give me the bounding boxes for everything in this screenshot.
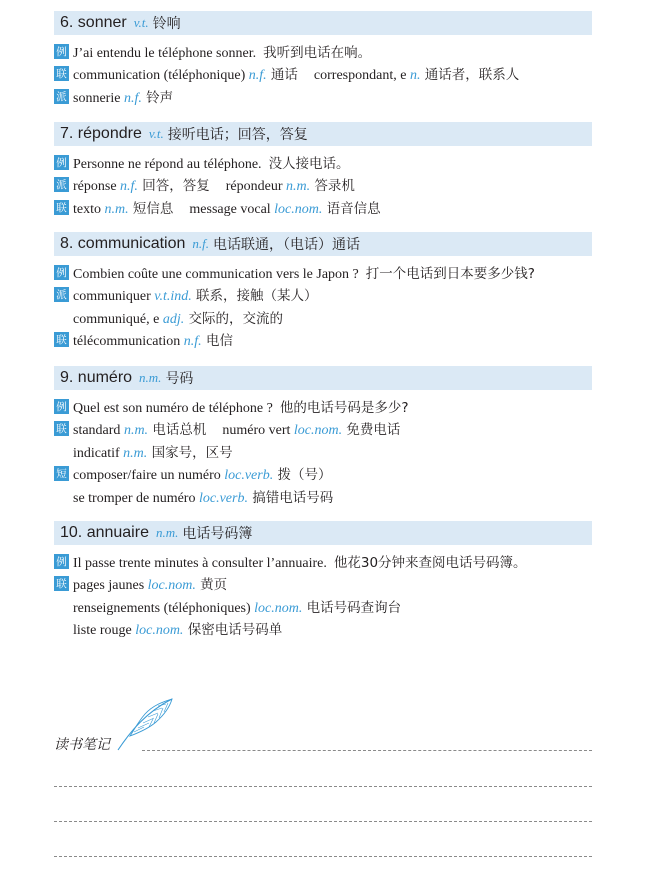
part-of-speech: loc.verb. <box>198 490 248 506</box>
line-segment <box>73 262 535 283</box>
headword-definition: 号码 <box>165 371 194 387</box>
entry-repondre <box>54 122 592 219</box>
notes-line <box>54 856 592 857</box>
entry-line <box>54 618 592 641</box>
chinese-text: 短信息 <box>128 200 174 217</box>
entry-line <box>54 595 592 618</box>
entry-annuaire <box>54 521 592 640</box>
headword: 6. sonner <box>60 14 127 31</box>
chinese-text: 国家号，区号 <box>147 444 233 461</box>
line-type-badge: 联 <box>54 200 69 215</box>
headword: 8. communication <box>60 235 186 252</box>
french-text: texto <box>73 201 105 217</box>
line-segment <box>73 486 333 507</box>
french-text: Personne ne répond au téléphone. <box>73 156 269 172</box>
french-text: communiquer <box>73 289 155 305</box>
entry-line <box>54 485 592 508</box>
headword-definition: 电话号码簿 <box>182 526 253 542</box>
entry-line <box>54 550 592 573</box>
chinese-text: 语音信息 <box>322 200 381 217</box>
line-segment <box>73 551 527 572</box>
part-of-speech: adj. <box>162 311 185 327</box>
line-segment <box>73 396 409 417</box>
line-segment <box>73 41 371 62</box>
notes-line <box>142 750 592 751</box>
chinese-text: 没人接电话。 <box>268 155 350 172</box>
headword-pos: v.t. <box>148 126 164 141</box>
headword-definition: 接听电话；回答，答复 <box>167 127 308 143</box>
chinese-text: 免费电话 <box>342 422 401 439</box>
line-segment <box>189 197 380 218</box>
headword-pos: n.m. <box>139 370 162 385</box>
chinese-text: 通话 <box>266 67 298 84</box>
line-type-badge: 例 <box>54 554 69 569</box>
entry-header <box>54 521 592 545</box>
french-text: communication (téléphonique) <box>73 68 249 84</box>
chinese-text: 我听到电话在响。 <box>263 44 372 61</box>
part-of-speech: loc.nom. <box>254 600 303 616</box>
chinese-text: 联系，接触（某人） <box>191 288 318 305</box>
chinese-text: 回答，答复 <box>137 178 210 195</box>
chinese-text: 保密电话号码单 <box>183 622 283 639</box>
entry-line <box>54 329 592 352</box>
entry-line <box>54 174 592 197</box>
headword: 9. numéro <box>60 369 133 386</box>
french-text: indicatif <box>73 445 124 461</box>
line-segment <box>73 573 227 594</box>
line-type-badge: 例 <box>54 399 69 414</box>
french-text: numéro vert <box>222 423 294 439</box>
headword: 7. répondre <box>60 125 142 142</box>
french-text: renseignements (téléphoniques) <box>73 600 255 616</box>
chinese-text: 答录机 <box>310 178 355 195</box>
entry-numero <box>54 366 592 508</box>
line-type-badge: 例 <box>54 44 69 59</box>
part-of-speech: loc.nom. <box>293 423 343 439</box>
line-segment <box>73 86 173 107</box>
french-text: standard <box>73 423 124 439</box>
part-of-speech: loc.nom. <box>135 623 184 639</box>
chinese-text: 铃声 <box>141 89 174 106</box>
headword-definition: 铃响 <box>152 16 181 32</box>
part-of-speech: loc.verb. <box>224 468 274 484</box>
chinese-text: 他花30分钟来查阅电话号码簿。 <box>333 554 527 571</box>
entry-line <box>54 418 592 441</box>
french-text: se tromper de numéro <box>73 490 199 506</box>
french-text: Il passe trente minutes à consulter l’annuaire. <box>73 555 334 571</box>
french-text: correspondant, e <box>313 68 410 84</box>
line-type-badge: 联 <box>54 332 69 347</box>
line-segment <box>314 63 519 84</box>
line-segment <box>73 63 298 84</box>
entry-header <box>54 366 592 390</box>
headword-pos: n.m. <box>155 525 179 540</box>
reading-notes-label: 读书笔记 <box>54 737 110 753</box>
line-segment <box>73 441 233 462</box>
part-of-speech: n.m. <box>123 445 148 461</box>
chinese-text: 黄页 <box>195 577 228 594</box>
entry-lines <box>54 151 592 219</box>
chinese-text: 交际的，交流的 <box>184 310 283 327</box>
french-text: Quel est son numéro de téléphone ? <box>73 400 280 416</box>
line-segment <box>73 463 332 484</box>
entry-line <box>54 284 592 307</box>
chinese-text: 电话号码查询台 <box>302 599 402 616</box>
entry-line <box>54 63 592 86</box>
entry-line <box>54 261 592 284</box>
french-text: J’ai entendu le téléphone sonner. <box>73 45 264 61</box>
part-of-speech: n.m. <box>123 423 149 439</box>
line-type-badge: 短 <box>54 466 69 481</box>
chinese-text: 电话总机 <box>148 422 207 439</box>
line-segment <box>73 174 210 195</box>
entry-line <box>54 85 592 108</box>
feather-icon <box>114 696 176 752</box>
entry-line <box>54 40 592 63</box>
entry-lines <box>54 40 592 108</box>
line-segment <box>73 284 318 305</box>
entry-header <box>54 11 592 35</box>
french-text: composer/faire un numéro <box>73 468 225 484</box>
french-text: télécommunication <box>73 334 184 350</box>
french-text: message vocal <box>189 201 275 217</box>
line-segment <box>73 307 283 328</box>
part-of-speech: n.f. <box>248 68 267 84</box>
headword-pos: n.f. <box>192 236 210 251</box>
part-of-speech: loc.nom. <box>147 578 196 594</box>
entry-line <box>54 196 592 219</box>
french-text: communiqué, e <box>73 311 163 327</box>
entry-lines <box>54 261 592 351</box>
chinese-text: 拨（号） <box>273 467 332 484</box>
french-text: liste rouge <box>73 623 136 639</box>
headword: 10. annuaire <box>60 524 149 541</box>
entry-lines <box>54 550 592 640</box>
line-segment <box>73 596 401 617</box>
entry-lines <box>54 395 592 508</box>
part-of-speech: n.m. <box>286 179 311 195</box>
part-of-speech: n. <box>409 68 421 84</box>
entry-sonner <box>54 11 592 108</box>
notes-line <box>54 821 592 822</box>
chinese-text: 电信 <box>201 333 233 350</box>
part-of-speech: n.m. <box>104 201 129 217</box>
headword-definition: 电话联通，（电话）通话 <box>213 237 361 253</box>
line-type-badge: 派 <box>54 177 69 192</box>
part-of-speech: n.f. <box>123 90 142 106</box>
line-segment <box>226 174 355 195</box>
part-of-speech: v.t.ind. <box>154 289 192 305</box>
entry-line <box>54 306 592 329</box>
line-segment <box>73 418 206 439</box>
french-text: réponse <box>73 179 121 195</box>
part-of-speech: loc.nom. <box>274 201 323 217</box>
chinese-text: 他的电话号码是多少? <box>279 399 409 416</box>
line-segment <box>73 197 173 218</box>
french-text: répondeur <box>225 179 286 195</box>
line-type-badge: 例 <box>54 265 69 280</box>
part-of-speech: n.f. <box>120 179 138 195</box>
line-type-badge: 例 <box>54 155 69 170</box>
french-text: pages jaunes <box>73 578 148 594</box>
headword-pos: v.t. <box>133 15 149 30</box>
notes-line <box>54 786 592 787</box>
line-type-badge: 联 <box>54 66 69 81</box>
line-type-badge: 联 <box>54 421 69 436</box>
entry-header <box>54 122 592 146</box>
entry-header <box>54 232 592 256</box>
chinese-text: 搞错电话号码 <box>247 489 334 506</box>
line-segment <box>222 418 400 439</box>
line-type-badge: 联 <box>54 576 69 591</box>
chinese-text: 通话者，联系人 <box>420 67 520 84</box>
line-type-badge: 派 <box>54 89 69 104</box>
line-segment <box>73 329 233 350</box>
entry-line <box>54 151 592 174</box>
entry-line <box>54 440 592 463</box>
french-text: Combien coûte une communication vers le Japon ? <box>73 266 366 282</box>
french-text: sonnerie <box>73 90 124 106</box>
entry-line <box>54 463 592 486</box>
entry-line <box>54 573 592 596</box>
entry-line <box>54 395 592 418</box>
part-of-speech: n.f. <box>183 334 202 350</box>
chinese-text: 打一个电话到日本要多少钱? <box>365 265 535 282</box>
entry-communication <box>54 232 592 351</box>
line-type-badge: 派 <box>54 287 69 302</box>
line-segment <box>73 152 350 173</box>
line-segment <box>73 618 282 639</box>
